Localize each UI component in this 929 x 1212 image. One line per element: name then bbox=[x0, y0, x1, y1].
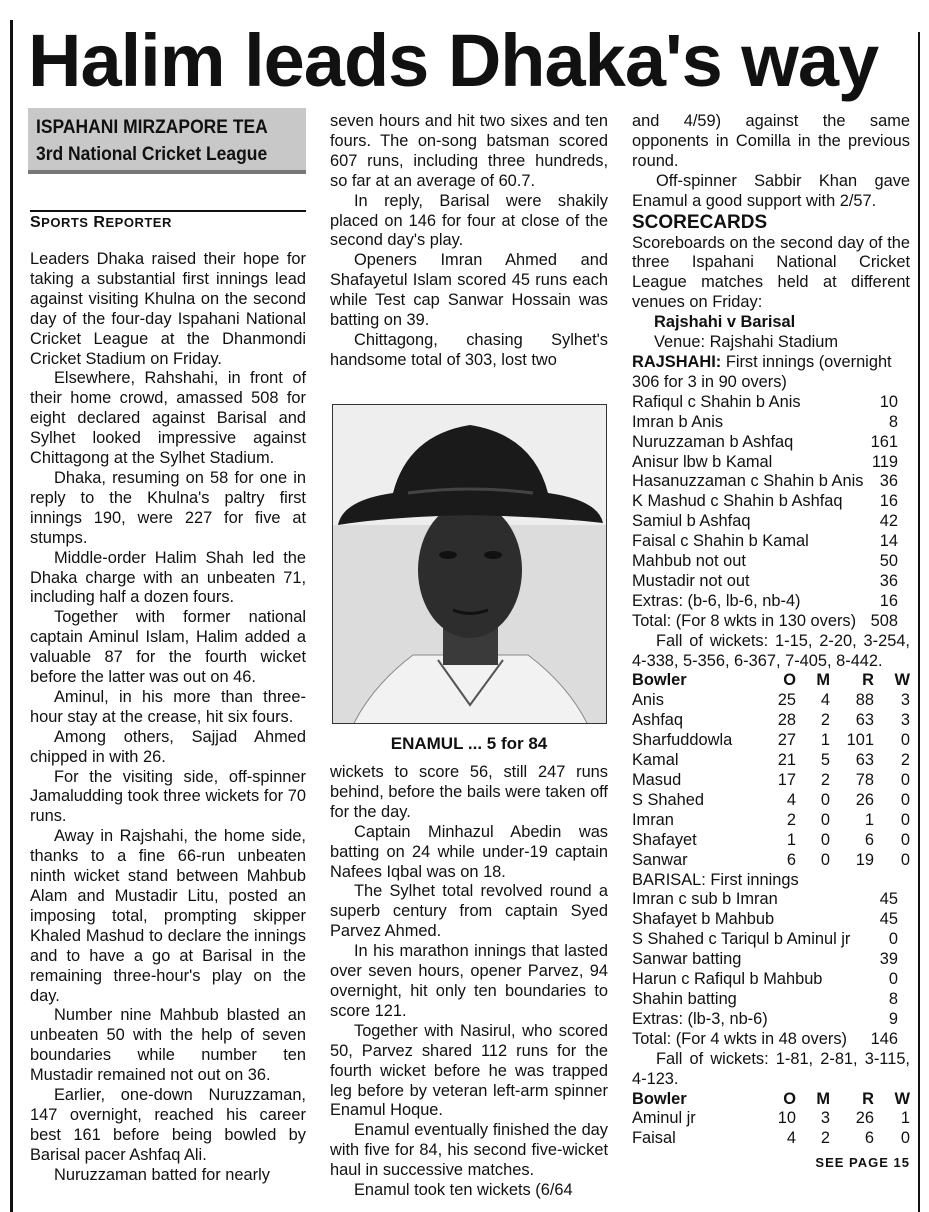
bowling-row bbox=[632, 1129, 910, 1149]
bowler-w: 0 bbox=[900, 810, 910, 829]
batting-row bbox=[632, 930, 910, 950]
batting-row bbox=[632, 512, 910, 532]
batter-dismissal: K Mashud c Shahin b Ashfaq bbox=[632, 492, 843, 511]
barisal-fall-of-wickets: Fall of wickets: 1-81, 2-81, 3-115, 4-123. bbox=[632, 1049, 910, 1088]
batter-runs: 36 bbox=[879, 571, 898, 590]
batter-runs: 8 bbox=[888, 412, 898, 431]
bowler-w: 3 bbox=[900, 711, 910, 730]
batting-row bbox=[632, 572, 910, 592]
batter-runs: 119 bbox=[871, 452, 898, 471]
batter-dismissal: Harun c Rafiqul b Mahbub bbox=[632, 970, 823, 989]
paragraph: Openers Imran Ahmed and Shafayetul Islam scored 45 runs each while Test cap Sanwar Hossain was batting on 39. bbox=[330, 251, 608, 330]
batter-dismissal: Anisur lbw b Kamal bbox=[632, 452, 773, 471]
scorecards-heading: SCORECARDS bbox=[632, 211, 768, 233]
paragraph: Aminul, in his more than three-hour stay at the crease, hit six fours. bbox=[30, 687, 306, 726]
rajshahi-fall-of-wickets: Fall of wickets: 1-15, 2-20, 3-254, 4-338, 5-356, 6-367, 7-405, 8-442. bbox=[632, 631, 910, 670]
paragraph: In his marathon innings that lasted over seven hours, opener Parvez, 94 overnight, hit only ten boundaries to score 121. bbox=[330, 942, 608, 1020]
bowler-o: 25 bbox=[777, 691, 796, 710]
bowler-w: 0 bbox=[900, 830, 910, 849]
article-column-1 bbox=[30, 250, 306, 1186]
bowler-m: 3 bbox=[820, 1109, 830, 1128]
bowling-row bbox=[632, 711, 910, 731]
bowler-name: Ashfaq bbox=[632, 711, 684, 730]
batter-runs: 16 bbox=[879, 492, 898, 511]
paragraph: Among others, Sajjad Ahmed chipped in with 26. bbox=[30, 727, 306, 766]
bowler-r: 101 bbox=[846, 731, 874, 750]
barisal-innings-label: BARISAL: First innings bbox=[632, 870, 799, 889]
batting-row bbox=[632, 472, 910, 492]
article-column-3 bbox=[632, 112, 910, 1173]
bowler-w: 0 bbox=[900, 731, 910, 750]
bowler-r: 19 bbox=[855, 850, 874, 869]
scorecards-intro: Scoreboards on the second day of the three Ispahani National Cricket League matches held at different venues on Friday: bbox=[632, 233, 910, 312]
rajshahi-bowling-card bbox=[632, 1109, 910, 1149]
bowling-row bbox=[632, 771, 910, 791]
bowler-o: 4 bbox=[786, 790, 796, 809]
bowler-r: 1 bbox=[864, 810, 874, 829]
batter-runs: 50 bbox=[879, 552, 898, 571]
bowler-o: 4 bbox=[786, 1129, 796, 1148]
batting-row bbox=[632, 990, 910, 1010]
paragraph: Nuruzzaman batted for nearly bbox=[54, 1165, 270, 1184]
bowler-m: 0 bbox=[820, 810, 830, 829]
batting-row bbox=[632, 532, 910, 552]
paragraph: wickets to score 56, still 247 runs behind, before the bails were taken off for the day. bbox=[330, 763, 608, 821]
article-column-2-bottom bbox=[330, 763, 608, 1201]
batter-runs: 45 bbox=[879, 910, 898, 929]
bowler-m: 4 bbox=[820, 691, 830, 710]
bowler-name: Aminul jr bbox=[632, 1109, 696, 1128]
bowler-o: 28 bbox=[777, 711, 796, 730]
player-portrait-illustration bbox=[333, 405, 607, 724]
bowler-w: 0 bbox=[900, 850, 910, 869]
see-page-jump: SEE PAGE 15 bbox=[815, 1155, 910, 1171]
paragraph: Captain Minhazul Abedin was batting on 24 while under-19 captain Nafees Iqbal was on 18. bbox=[330, 822, 608, 881]
rajshahi-innings-label: RAJSHAHI: First innings (overnight 306 for 3 in 90 overs) bbox=[632, 352, 892, 391]
batting-row bbox=[632, 1010, 910, 1030]
batting-row bbox=[632, 393, 910, 413]
bowler-o: 27 bbox=[777, 731, 796, 750]
bowler-o: 6 bbox=[786, 850, 796, 869]
batter-runs: 16 bbox=[879, 591, 898, 610]
paragraph: Together with Nasirul, who scored 50, Parvez shared 112 runs for the fourth wicket before he was trapped leg before by veteran left-arm spinner Enamul Hoque. bbox=[330, 1021, 608, 1120]
batter-dismissal: Extras: (b-6, lb-6, nb-4) bbox=[632, 591, 801, 610]
bowler-w: 0 bbox=[900, 790, 910, 809]
batter-runs: 146 bbox=[870, 1029, 898, 1048]
paragraph: Number nine Mahbub blasted an unbeaten 50 with the help of seven boundaries while number ten Mustadir remained not out on 36. bbox=[30, 1006, 306, 1085]
bowling-row bbox=[632, 851, 910, 871]
bowler-o: 21 bbox=[777, 751, 796, 770]
batting-row bbox=[632, 492, 910, 512]
paragraph: For the visiting side, off-spinner Jamaludding took three wickets for 70 runs. bbox=[30, 767, 306, 826]
bowler-m: 2 bbox=[820, 711, 830, 730]
bowler-r: 88 bbox=[855, 691, 874, 710]
bowler-w: 0 bbox=[900, 1129, 910, 1148]
bowler-name: Shafayet bbox=[632, 830, 697, 849]
bowling-row bbox=[632, 1109, 910, 1129]
bowler-o: 10 bbox=[777, 1109, 796, 1128]
bowler-w: 0 bbox=[900, 771, 910, 789]
bowler-m: 2 bbox=[820, 771, 830, 789]
bowler-name: Sharfuddowla bbox=[632, 731, 733, 750]
batter-dismissal: Hasanuzzaman c Shahin b Anis bbox=[632, 472, 864, 491]
batting-row bbox=[632, 433, 910, 453]
barisal-batting-card bbox=[632, 890, 910, 1049]
paragraph: Leaders Dhaka raised their hope for taking a substantial first innings lead against visiting Khulna on the second day of the four-day Ispahani National Cricket League at the Dhanmondi Cricket Stadium on Friday. bbox=[30, 250, 306, 368]
bowler-r: 6 bbox=[864, 1129, 874, 1148]
bowler-r: 26 bbox=[855, 790, 874, 809]
photo-caption: ENAMUL ... 5 for 84 bbox=[390, 734, 548, 753]
bowling-header: Bowler O M R W bbox=[632, 1089, 910, 1108]
paragraph: Chittagong, chasing Sylhet's handsome total of 303, lost two bbox=[330, 330, 608, 369]
batting-row bbox=[632, 970, 910, 990]
barisal-bowling-card bbox=[632, 691, 910, 870]
bowler-r: 63 bbox=[855, 751, 874, 770]
batter-dismissal: S Shahed c Tariqul b Aminul jr bbox=[632, 930, 851, 949]
paragraph: seven hours and hit two sixes and ten fours. The on-song batsman scored 607 runs, including three hundreds, so far at an average of 60.7. bbox=[330, 112, 608, 190]
batter-runs: 8 bbox=[888, 989, 898, 1008]
batter-dismissal: Faisal c Shahin b Kamal bbox=[632, 532, 809, 551]
bowling-row bbox=[632, 731, 910, 751]
batter-runs: 42 bbox=[879, 512, 898, 531]
batting-row bbox=[632, 910, 910, 930]
batter-dismissal: Nuruzzaman b Ashfaq bbox=[632, 432, 794, 451]
bowler-r: 78 bbox=[855, 771, 874, 789]
right-column-rule bbox=[918, 32, 920, 1212]
bowling-row bbox=[632, 751, 910, 771]
bowler-w: 3 bbox=[900, 691, 910, 710]
batting-row bbox=[632, 612, 910, 632]
batting-row bbox=[632, 1030, 910, 1050]
bowler-name: Imran bbox=[632, 810, 674, 829]
batter-runs: 9 bbox=[888, 1009, 898, 1028]
paragraph: Off-spinner Sabbir Khan gave Enamul a good support with 2/57. bbox=[632, 171, 910, 210]
paragraph: In reply, Barisal were shakily placed on 146 for four at close of the second day's play. bbox=[330, 191, 608, 250]
paragraph: Middle-order Halim Shah led the Dhaka charge with an unbeaten 71, including half a dozen fours. bbox=[30, 548, 306, 607]
banner-league: 3rd National Cricket League bbox=[36, 144, 268, 165]
batter-runs: 14 bbox=[879, 532, 898, 551]
bowler-o: 1 bbox=[786, 830, 796, 849]
batting-row bbox=[632, 552, 910, 572]
batting-row bbox=[632, 453, 910, 473]
paragraph: Elsewhere, Rahshahi, in front of their home crowd, amassed 508 for eight declared against Barisal and Sylhet looked impressive against Chittagong at the Sylhet Stadium. bbox=[30, 369, 306, 468]
paragraph: and 4/59) against the same opponents in Comilla in the previous round. bbox=[632, 112, 910, 170]
batter-dismissal: Samiul b Ashfaq bbox=[632, 512, 751, 531]
bowler-o: 17 bbox=[777, 771, 796, 789]
paragraph: Enamul eventually finished the day with five for 84, his second five-wicket haul in successive matches. bbox=[330, 1121, 608, 1180]
match-title: Rajshahi v Barisal bbox=[654, 313, 796, 332]
batter-dismissal: Imran c sub b Imran bbox=[632, 890, 778, 909]
batter-runs: 45 bbox=[879, 890, 898, 909]
batter-runs: 0 bbox=[888, 970, 898, 989]
batter-dismissal: Mustadir not out bbox=[632, 571, 750, 590]
batter-dismissal: Mahbub not out bbox=[632, 552, 746, 571]
batter-dismissal: Rafiqul c Shahin b Anis bbox=[632, 392, 801, 411]
paragraph: Together with former national captain Aminul Islam, Halim added a valuable 87 for the fourth wicket before the latter was out on 46. bbox=[30, 608, 306, 687]
bowling-row bbox=[632, 691, 910, 711]
league-banner bbox=[28, 108, 306, 174]
batter-dismissal: Total: (For 8 wkts in 130 overs) bbox=[632, 611, 857, 630]
article-column-2-top bbox=[330, 112, 608, 371]
batter-runs: 161 bbox=[870, 432, 898, 451]
batting-row bbox=[632, 950, 910, 970]
bowling-header: Bowler O M R W bbox=[632, 671, 910, 690]
bowler-r: 26 bbox=[855, 1109, 874, 1128]
batter-dismissal: Shafayet b Mahbub bbox=[632, 910, 775, 929]
bowler-m: 2 bbox=[820, 1129, 830, 1148]
batter-dismissal: Shahin batting bbox=[632, 989, 737, 1008]
bowler-r: 6 bbox=[864, 830, 874, 849]
bowler-name: Faisal bbox=[632, 1129, 676, 1148]
bowler-m: 0 bbox=[820, 850, 830, 869]
bowler-name: Sanwar bbox=[632, 850, 688, 869]
bowler-w: 2 bbox=[900, 751, 910, 770]
batter-runs: 508 bbox=[870, 611, 898, 630]
bowling-row bbox=[632, 791, 910, 811]
batting-row bbox=[632, 413, 910, 433]
paragraph: Away in Rajshahi, the home side, thanks to a fine 66-run unbeaten ninth wicket stand between Mahbub Alam and Mustadir Litu, posted an imposing total, prompting skipper Khaled Mashud to declare the innings and to have a go at Barisal in the remaining three-hour's play on the day. bbox=[30, 827, 306, 1005]
match-venue: Venue: Rajshahi Stadium bbox=[654, 333, 839, 352]
bowler-r: 63 bbox=[855, 711, 874, 730]
bowler-m: 0 bbox=[820, 830, 830, 849]
bowler-w: 1 bbox=[900, 1109, 910, 1128]
bowler-m: 5 bbox=[820, 751, 830, 770]
banner-sponsor: ISPAHANI MIRZAPORE TEA bbox=[36, 117, 268, 138]
paragraph: Earlier, one-down Nuruzzaman, 147 overnight, reached his career best 161 before being bowled by Barisal pacer Ashfaq Ali. bbox=[30, 1086, 306, 1164]
batter-dismissal: Imran b Anis bbox=[632, 412, 724, 431]
batting-row bbox=[632, 890, 910, 910]
bowler-m: 1 bbox=[820, 731, 830, 750]
bowler-name: S Shahed bbox=[632, 790, 704, 809]
batter-runs: 36 bbox=[879, 472, 898, 491]
bowler-o: 2 bbox=[786, 810, 796, 829]
bowler-name: Anis bbox=[632, 691, 664, 710]
paragraph: The Sylhet total revolved round a superb century from captain Syed Parvez Ahmed. bbox=[330, 882, 608, 941]
headline: Halim leads Dhaka's way bbox=[28, 19, 879, 102]
batter-dismissal: Sanwar batting bbox=[632, 950, 742, 969]
left-column-rule bbox=[10, 20, 13, 1212]
paragraph: Dhaka, resuming on 58 for one in reply to the Khulna's paltry first innings 190, were 227 for five at stumps. bbox=[30, 468, 306, 547]
batter-dismissal: Extras: (lb-3, nb-6) bbox=[632, 1009, 768, 1028]
byline: SPORTS REPORTER bbox=[30, 210, 306, 232]
batter-runs: 39 bbox=[879, 950, 898, 969]
bowling-row bbox=[632, 831, 910, 851]
batter-runs: 0 bbox=[888, 930, 898, 949]
bowler-m: 0 bbox=[820, 790, 830, 809]
paragraph: Enamul took ten wickets (6/64 bbox=[354, 1181, 573, 1200]
player-photo bbox=[332, 404, 607, 724]
bowler-name: Kamal bbox=[632, 751, 679, 770]
batting-row bbox=[632, 592, 910, 612]
batter-runs: 10 bbox=[879, 392, 898, 411]
bowling-row bbox=[632, 811, 910, 831]
rajshahi-batting-card bbox=[632, 393, 910, 632]
bowler-name: Masud bbox=[632, 771, 682, 789]
batter-dismissal: Total: (For 4 wkts in 48 overs) bbox=[632, 1029, 847, 1048]
